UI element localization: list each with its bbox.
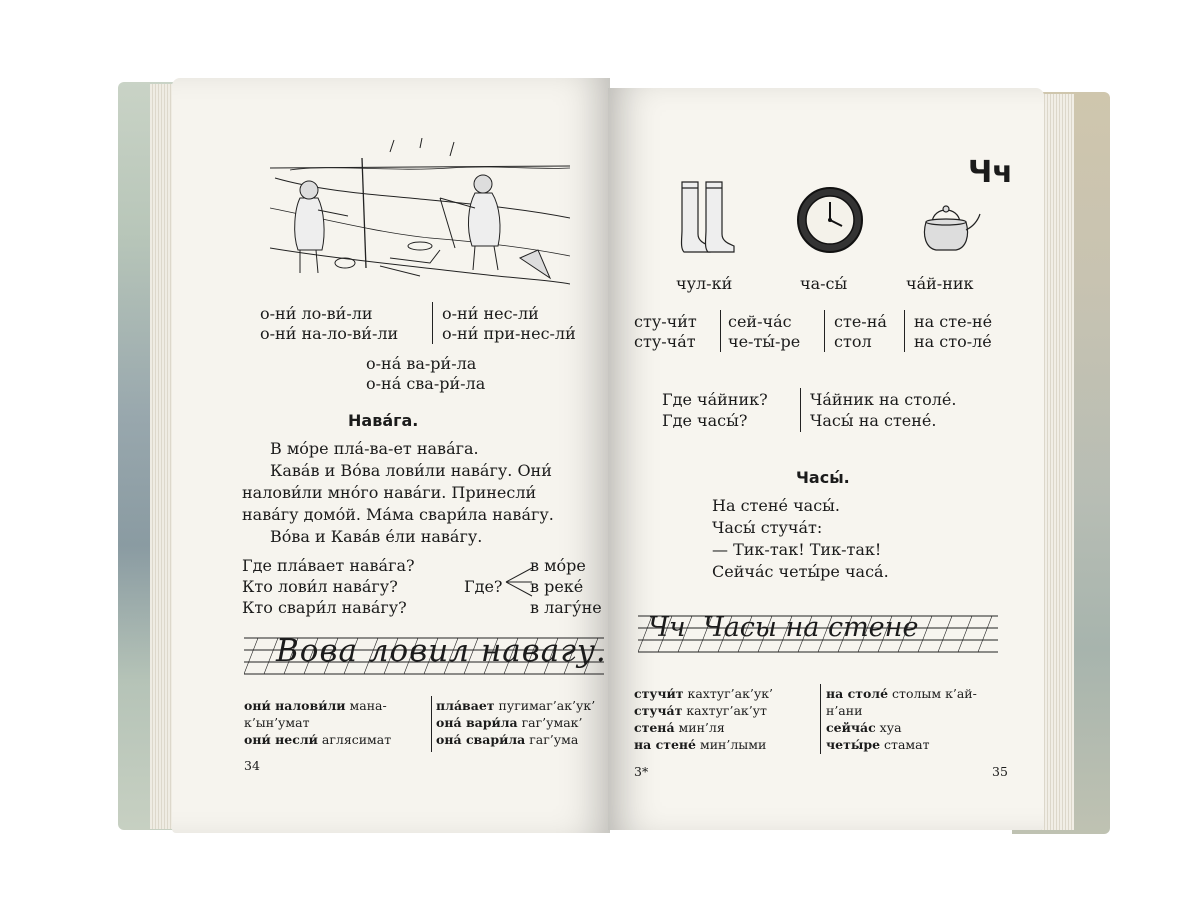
vocab-divider <box>820 684 821 754</box>
qa-answer-2: Часы́ на стене́. <box>810 411 937 430</box>
vocab-left-2: к’ын’умат <box>244 715 310 730</box>
picture-label-3: ча́й-ник <box>906 274 974 293</box>
vocab-left-2: стуча́т кахтуг’ак’ут <box>634 703 767 718</box>
syllable-1b: сту-ча́т <box>634 332 696 351</box>
question-2: Кто лови́л нава́гу? <box>242 577 398 596</box>
divider <box>800 388 801 432</box>
stockings-icon <box>672 178 752 258</box>
question-1: Где пла́вает нава́га? <box>242 556 415 575</box>
picture-label-2: ча-сы́ <box>800 274 848 293</box>
vocab-right-1: на столе́ столым к’ай- <box>826 686 977 701</box>
syllable-right-1: о-ни́ нес-ли́ <box>442 304 539 323</box>
syllable-4a: на сте-не́ <box>914 312 993 331</box>
qa-question-1: Где ча́йник? <box>662 390 768 409</box>
picture-label-1: чул-ки́ <box>676 274 733 293</box>
answer-2: в реке́ <box>530 577 584 596</box>
story-line-3: налови́ли мно́го нава́ги. Принесли́ <box>242 483 537 502</box>
qa-question-2: Где часы́? <box>662 411 748 430</box>
syllable-left-2: о-ни́ на-ло-ви́-ли <box>260 324 399 343</box>
page-number-right: 35 <box>992 764 1008 779</box>
story-line-1: В мо́ре пла́-ва-ет нава́га. <box>270 439 479 458</box>
vocab-right-3: она́ свари́ла гаг’ума <box>436 732 579 747</box>
vocab-left-3: стена́ мин’ля <box>634 720 725 735</box>
divider <box>824 310 825 352</box>
story-line-4: нава́гу домо́й. Ма́ма свари́ла нава́гу. <box>242 505 554 524</box>
divider <box>432 302 433 344</box>
page-number-left: 34 <box>244 758 260 773</box>
kettle-icon <box>912 196 984 256</box>
answer-1: в мо́ре <box>530 556 586 575</box>
syllable-4b: на сто-ле́ <box>914 332 992 351</box>
vocab-right-3: сейча́с хуа <box>826 720 902 735</box>
poem-line-1: На стене́ часы́. <box>712 496 840 515</box>
syllable-center-2: о-на́ сва-ри́-ла <box>366 374 486 393</box>
answer-3: в лагу́не <box>530 598 602 617</box>
vocab-right-1: пла́вает пугимаг’ак’ук’ <box>436 698 596 713</box>
clock-icon <box>794 184 866 256</box>
handwriting-line: Чч Часы на стене <box>648 612 919 643</box>
left-page <box>172 78 610 833</box>
story-title: Нава́га. <box>348 411 419 430</box>
vocab-right-4: четы́ре стамат <box>826 737 930 752</box>
syllable-3b: стол <box>834 332 872 351</box>
vocab-right-2: она́ вари́ла гаг’умак’ <box>436 715 583 730</box>
poem-line-3: — Тик-так! Тик-так! <box>712 540 882 559</box>
story-line-2: Кава́в и Во́ва лови́ли нава́гу. Они́ <box>270 461 552 480</box>
vocab-left-4: на стене́ мин’лыми <box>634 737 767 752</box>
question-3: Кто свари́л нава́гу? <box>242 598 407 617</box>
poem-line-2: Часы́ стуча́т: <box>712 518 823 537</box>
syllable-2a: сей-ча́с <box>728 312 792 331</box>
fishing-illustration <box>270 138 570 288</box>
vocab-left-1: стучи́т кахтуг’ак’ук’ <box>634 686 773 701</box>
where-label: Где? <box>464 577 503 596</box>
poem-title: Часы́. <box>796 468 850 487</box>
poem-line-4: Сейча́с четы́ре часа́. <box>712 562 889 581</box>
vocab-right-2: н’ани <box>826 703 863 718</box>
divider <box>720 310 721 352</box>
syllable-right-2: о-ни́ при-нес-ли́ <box>442 324 576 343</box>
syllable-2b: че-ты́-ре <box>728 332 801 351</box>
handwriting-line: Вова ловил навагу. <box>276 633 607 669</box>
syllable-center-1: о-на́ ва-ри́-ла <box>366 354 477 373</box>
story-line-5: Во́ва и Кава́в е́ли нава́гу. <box>270 527 483 546</box>
letter-heading: Чч <box>968 155 1013 190</box>
vocab-left-3: они́ несли́ аглясимат <box>244 732 392 747</box>
syllable-3a: сте-на́ <box>834 312 887 331</box>
qa-answer-1: Ча́йник на столе́. <box>810 390 957 409</box>
vocab-left-1: они́ налови́ли мана- <box>244 698 387 713</box>
signature-mark: 3* <box>634 764 649 779</box>
right-page <box>608 88 1044 830</box>
divider <box>904 310 905 352</box>
syllable-1a: сту-чи́т <box>634 312 697 331</box>
syllable-left-1: о-ни́ ло-ви́-ли <box>260 304 373 323</box>
vocab-divider <box>431 696 432 752</box>
